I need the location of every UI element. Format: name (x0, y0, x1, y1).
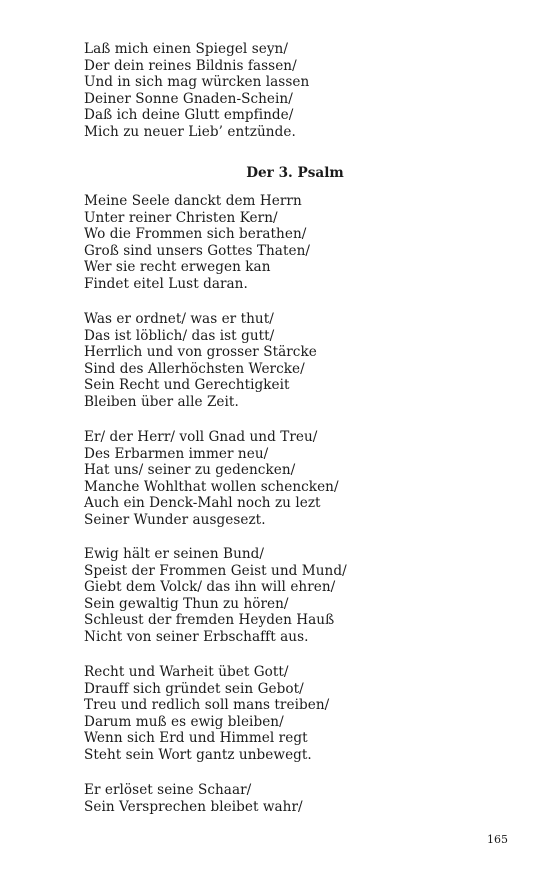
verse-line: Sind des Allerhöchsten Wercke/ (84, 360, 305, 377)
psalm-heading: Der 3. Psalm (246, 165, 344, 181)
verse-line: Sein Versprechen bleibet wahr/ (84, 798, 303, 815)
verse-line: Daß ich deine Glutt empfinde/ (84, 107, 294, 124)
verse-line: Wenn sich Erd und Himmel regt (84, 730, 308, 747)
verse-line: Bleiben über alle Zeit. (84, 393, 239, 410)
verse-line: Steht sein Wort gantz unbewegt. (84, 746, 312, 763)
verse-line: Des Erbarmen immer neu/ (84, 445, 269, 462)
verse-line: Schleust der fremden Heyden Hauß (84, 612, 335, 629)
verse-line: Der dein reines Bildnis fassen/ (84, 57, 297, 74)
verse-line: Wo die Frommen sich berathen/ (84, 226, 307, 243)
verse-line: Sein Recht und Gerechtigkeit (84, 377, 290, 394)
verse-line: Er erlöset seine Schaar/ (84, 782, 252, 798)
verse-line: Darum muß es ewig bleiben/ (84, 713, 284, 730)
verse-line: Auch ein Denck-Mahl noch zu lezt (84, 495, 321, 512)
stanza-4 (84, 429, 339, 529)
verse-line: Speist der Frommen Geist und Mund/ (84, 562, 347, 579)
stanza-1 (84, 41, 309, 141)
verse-line: Meine Seele danckt dem Herrn (84, 193, 302, 209)
verse-line: Unter reiner Christen Kern/ (84, 209, 278, 226)
verse-line: Recht und Warheit übet Gott/ (84, 664, 289, 680)
verse-line: Das ist löblich/ das ist gutt/ (84, 327, 275, 344)
verse-line: Hat uns/ seiner zu gedencken/ (84, 462, 296, 479)
verse-line: Giebt dem Volck/ das ihn will ehren/ (84, 579, 336, 596)
stanza-7 (84, 782, 303, 815)
stanza-6 (84, 664, 329, 764)
verse-line: Deiner Sonne Gnaden-Schein/ (84, 90, 293, 107)
page-number: 165 (487, 833, 508, 846)
verse-line: Mich zu neuer Lieb’ entzünde. (84, 123, 296, 140)
verse-line: Groß sind unsers Gottes Thaten/ (84, 242, 310, 259)
stanza-5 (84, 546, 347, 646)
verse-line: Treu und redlich soll mans treiben/ (84, 697, 330, 714)
verse-line: Ewig hält er seinen Bund/ (84, 546, 265, 562)
verse-line: Wer sie recht erwegen kan (84, 259, 271, 276)
verse-line: Sein gewaltig Thun zu hören/ (84, 595, 289, 612)
stanza-2 (84, 193, 310, 293)
stanza-3 (84, 311, 317, 411)
verse-line: Herrlich und von grosser Stärcke (84, 344, 317, 361)
verse-line: Er/ der Herr/ voll Gnad und Treu/ (84, 429, 318, 445)
verse-line: Laß mich einen Spiegel seyn/ (84, 41, 288, 57)
verse-line: Seiner Wunder ausgesezt. (84, 511, 266, 528)
verse-line: Drauff sich gründet sein Gebot/ (84, 680, 304, 697)
verse-line: Was er ordnet/ was er thut/ (84, 311, 274, 327)
verse-line: Nicht von seiner Erbschafft aus. (84, 628, 309, 645)
verse-line: Und in sich mag würcken lassen (84, 74, 310, 91)
verse-line: Findet eitel Lust daran. (84, 275, 248, 292)
verse-line: Manche Wohlthat wollen schencken/ (84, 478, 339, 495)
